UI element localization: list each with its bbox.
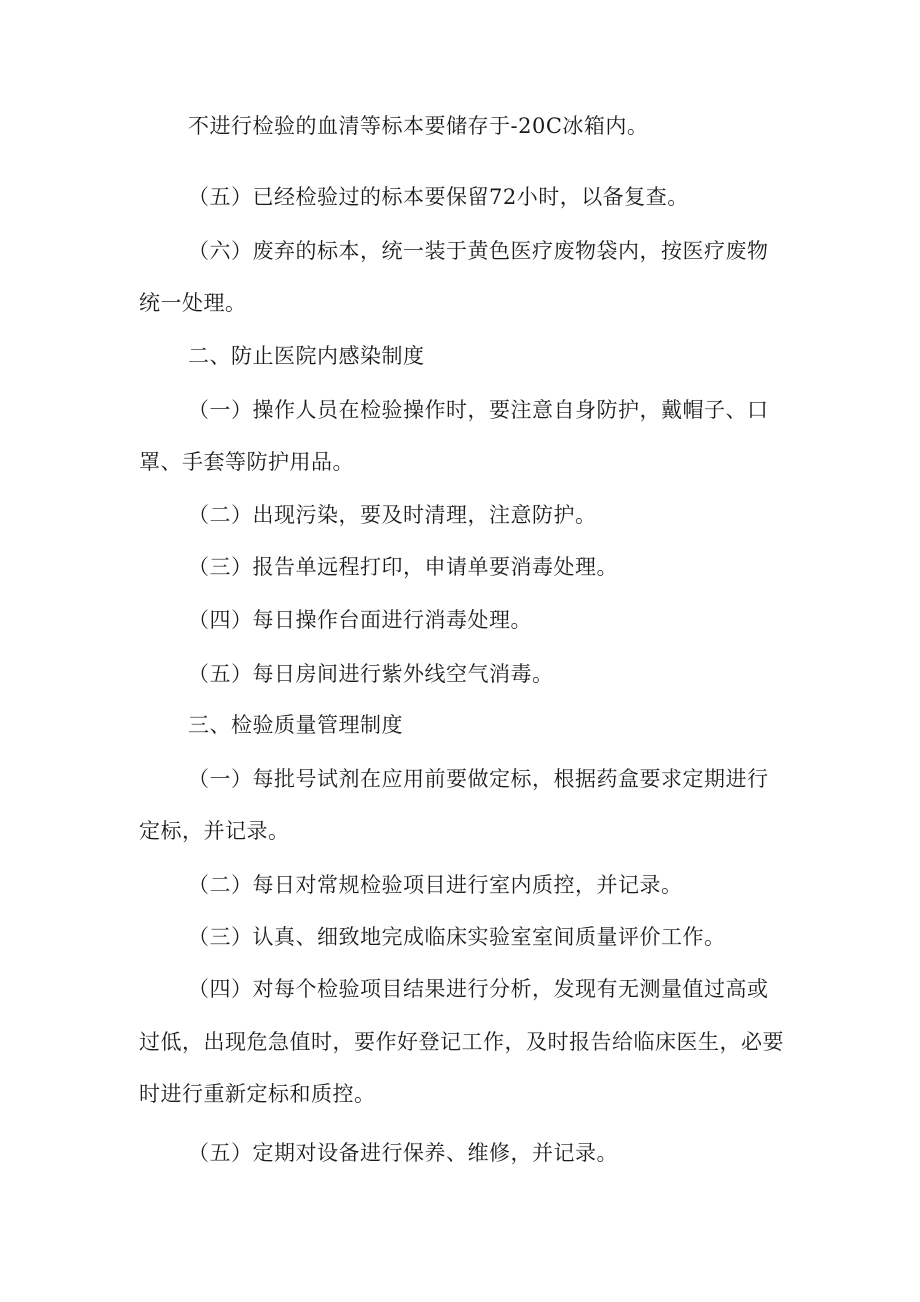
line-text: （五）已经检验过的标本要保留72小时，以备复查。 <box>188 185 689 209</box>
paragraph-line <box>188 237 769 265</box>
line-text: （四）每日操作台面进行消毒处理。 <box>188 608 532 632</box>
line-text: （六）废弃的标本，统一装于黄色医疗废物袋内，按医疗废物 <box>188 239 769 263</box>
paragraph-line <box>188 1139 618 1167</box>
paragraph-line <box>188 975 769 1003</box>
paragraph-line <box>139 289 247 317</box>
line-text: （一）每批号试剂在应用前要做定标，根据药盒要求定期进行 <box>188 767 769 791</box>
line-text: （四）对每个检验项目结果进行分析，发现有无测量值过高或 <box>188 977 769 1001</box>
paragraph-line <box>188 112 648 140</box>
line-text: （三）报告单远程打印，申请单要消毒处理。 <box>188 555 618 579</box>
paragraph-line <box>139 817 290 845</box>
line-text: 二、防止医院内感染制度 <box>188 344 425 368</box>
paragraph-line <box>188 553 618 581</box>
paragraph-line <box>188 923 726 951</box>
line-text: （二）每日对常规检验项目进行室内质控，并记录。 <box>188 873 683 897</box>
section-heading <box>188 711 403 739</box>
line-text: 不进行检验的血清等标本要储存于-20C冰箱内。 <box>188 114 649 138</box>
paragraph-line <box>188 501 597 529</box>
paragraph-line <box>188 606 532 634</box>
line-text: （一）操作人员在检验操作时，要注意自身防护，戴帽子、口 <box>188 398 769 422</box>
paragraph-line <box>139 1080 376 1108</box>
line-text: （五）每日房间进行紫外线空气消毒。 <box>188 662 554 686</box>
line-text: （二）出现污染，要及时清理，注意防护。 <box>188 503 597 527</box>
line-text: （三）认真、细致地完成临床实验室室间质量评价工作。 <box>188 925 726 949</box>
paragraph-line <box>139 1028 784 1056</box>
line-text: 罩、手套等防护用品。 <box>139 450 354 474</box>
paragraph-line <box>188 765 769 793</box>
line-text: 过低，出现危急值时，要作好登记工作，及时报告给临床医生，必要 <box>139 1030 784 1054</box>
line-text: 时进行重新定标和质控。 <box>139 1082 376 1106</box>
section-heading <box>188 342 425 370</box>
line-text: 统一处理。 <box>139 291 247 315</box>
line-text: （五）定期对设备进行保养、维修，并记录。 <box>188 1141 618 1165</box>
paragraph-line <box>188 871 683 899</box>
paragraph-line <box>139 448 354 476</box>
paragraph-line <box>188 396 769 424</box>
paragraph-line <box>188 183 689 211</box>
line-text: 三、检验质量管理制度 <box>188 713 403 737</box>
paragraph-line <box>188 660 554 688</box>
line-text: 定标，并记录。 <box>139 819 290 843</box>
